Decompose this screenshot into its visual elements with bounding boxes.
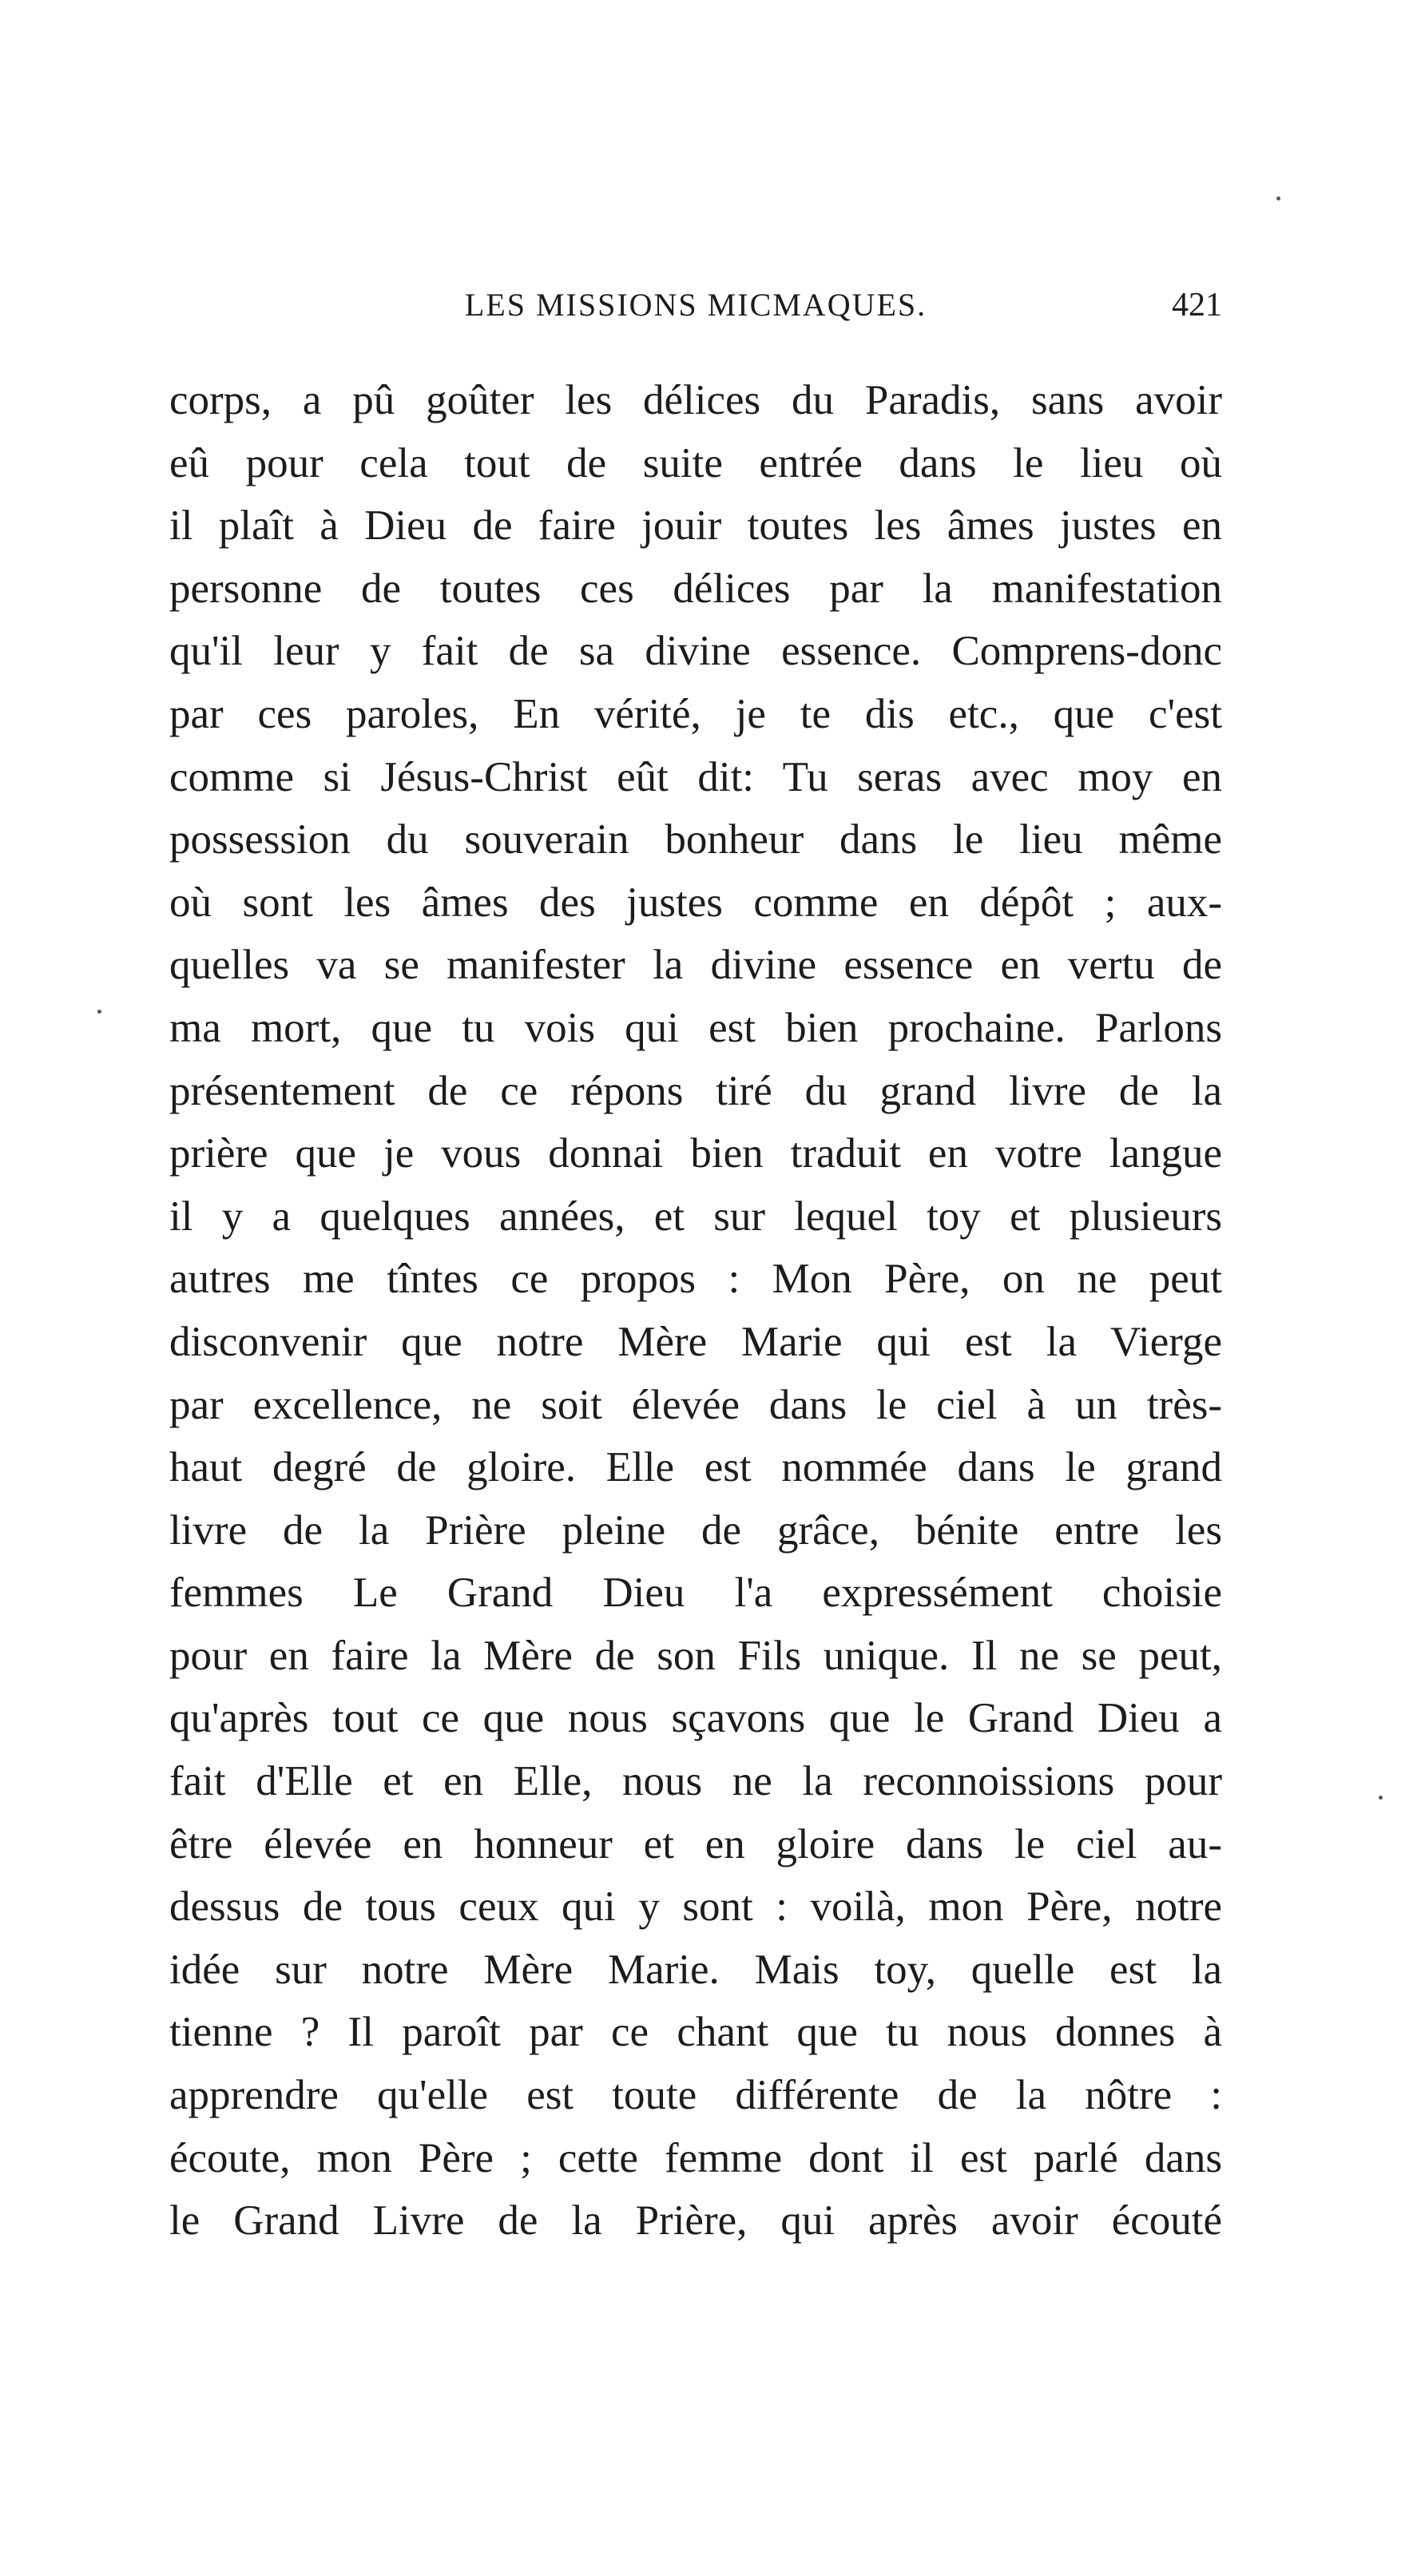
text-line: haut degré de gloire. Elle est nommée dans le grand xyxy=(169,1444,1222,1491)
text-line: autres me tîntes ce propos : Mon Père, on ne peut xyxy=(169,1256,1222,1303)
text-line: quelles va se manifester la divine essence en vertu de xyxy=(169,942,1222,989)
text-line: livre de la Prière pleine de grâce, bénite entre les xyxy=(169,1506,1222,1554)
stray-mark xyxy=(97,1010,101,1014)
text-line: le Grand Livre de la Prière, qui après avoir écouté xyxy=(169,2197,1222,2245)
text-line: il y a quelques années, et sur lequel toy et plusieurs xyxy=(169,1193,1222,1240)
text-line: possession du souverain bonheur dans le lieu même xyxy=(169,816,1222,863)
text-line: qu'il leur y fait de sa divine essence. Comprens-donc xyxy=(169,628,1222,675)
text-line: dessus de tous ceux qui y sont : voilà, mon Père, notre xyxy=(169,1883,1222,1931)
page-number: 421 xyxy=(1172,287,1222,323)
text-line: idée sur notre Mère Marie. Mais toy, quelle est la xyxy=(169,1946,1222,1993)
text-line: qu'après tout ce que nous sçavons que le Grand Dieu a xyxy=(169,1695,1222,1742)
text-line: ma mort, que tu vois qui est bien prochaine. Parlons xyxy=(169,1004,1222,1051)
text-line: il plaît à Dieu de faire jouir toutes les âmes justes en xyxy=(169,502,1222,550)
text-line: personne de toutes ces délices par la manifestation xyxy=(169,565,1222,612)
running-title: LES MISSIONS MICMAQUES. xyxy=(464,287,927,323)
page-header xyxy=(169,281,1222,329)
text-line: corps, a pû goûter les délices du Paradis, sans avoir xyxy=(169,377,1222,423)
text-line: par excellence, ne soit élevée dans le ciel à un très- xyxy=(169,1381,1222,1428)
text-line: être élevée en honneur et en gloire dans le ciel au- xyxy=(169,1820,1222,1868)
stray-mark xyxy=(1379,1796,1383,1800)
text-line: pour en faire la Mère de son Fils unique. Il ne se peut, xyxy=(169,1632,1222,1679)
text-line: écoute, mon Père ; cette femme dont il est parlé dans xyxy=(169,2134,1222,2181)
text-line: prière que je vous donnai bien traduit en votre langue xyxy=(169,1130,1222,1177)
stray-mark xyxy=(1276,196,1280,200)
text-line: par ces paroles, En vérité, je te dis etc., que c'est xyxy=(169,690,1222,737)
text-line: apprendre qu'elle est toute différente de la nôtre : xyxy=(169,2072,1222,2119)
text-line: femmes Le Grand Dieu l'a expressément choisie xyxy=(169,1570,1222,1617)
body-text xyxy=(169,369,1222,2253)
text-line: tienne ? Il paroît par ce chant que tu nous donnes à xyxy=(169,2009,1222,2056)
text-line: disconvenir que notre Mère Marie qui est la Vierge xyxy=(169,1318,1222,1365)
text-line: présentement de ce répons tiré du grand livre de la xyxy=(169,1067,1222,1114)
text-line: fait d'Elle et en Elle, nous ne la reconnoissions pour xyxy=(169,1758,1222,1805)
text-line: où sont les âmes des justes comme en dépôt ; aux- xyxy=(169,879,1222,926)
text-line: comme si Jésus-Christ eût dit: Tu seras avec moy en xyxy=(169,753,1222,800)
text-line: eû pour cela tout de suite entrée dans le lieu où xyxy=(169,439,1222,486)
